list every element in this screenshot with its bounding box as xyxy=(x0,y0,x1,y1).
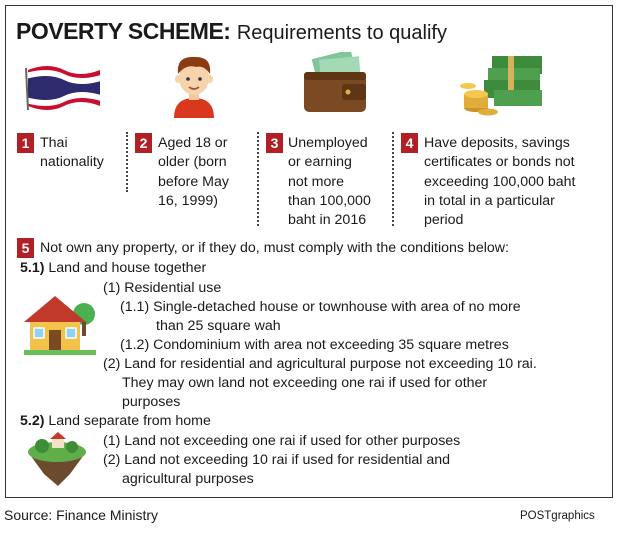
requirement-1-text: Thai nationality xyxy=(40,135,104,171)
requirement-number-4: 4 xyxy=(401,133,418,153)
section-5-2-label: 5.2) xyxy=(20,413,45,429)
requirement-2-text: Aged 18 or older (born before May 16, 1999) xyxy=(158,135,229,209)
requirement-4-text: Have deposits, savings certificates or bonds not exceeding 100,000 baht in total in a particular period xyxy=(424,135,576,229)
column-divider xyxy=(126,132,128,192)
column-divider xyxy=(392,132,394,226)
section-5-2-heading xyxy=(20,413,211,429)
person-icon xyxy=(166,52,222,118)
floating-land-icon xyxy=(24,428,90,488)
page-title xyxy=(16,18,447,45)
source-text: Source: Finance Ministry xyxy=(4,507,159,523)
land-condition-2-cont: agricultural purposes xyxy=(122,471,254,487)
section-5-1-label: 5.1) xyxy=(20,260,45,276)
money-stack-icon xyxy=(458,50,550,118)
section-5-2-title: Land separate from home xyxy=(48,413,211,429)
wallet-icon xyxy=(300,52,370,116)
residential-use: (1) Residential use xyxy=(103,280,222,296)
requirement-3-text: Unemployed or earning not more than 100,000 baht in 2016 xyxy=(288,135,371,229)
requirement-number-5: 5 xyxy=(17,238,34,258)
credit-text: POSTgraphics xyxy=(520,510,595,522)
property-intro: Not own any property, or if they do, must comply with the conditions below: xyxy=(40,240,509,256)
requirement-number-3: 3 xyxy=(266,133,283,153)
column-divider xyxy=(257,132,259,226)
section-5-1-title: Land and house together xyxy=(48,260,207,276)
house-icon xyxy=(24,290,96,356)
thai-flag-icon xyxy=(22,62,104,114)
title-bold: POVERTY SCHEME: xyxy=(16,18,231,44)
requirement-number-1: 1 xyxy=(17,133,34,153)
condition-1-1-cont: than 25 square wah xyxy=(156,318,281,334)
condition-1-1: (1.1) Single-detached house or townhouse with area of no more xyxy=(120,299,521,315)
condition-2-cont2: purposes xyxy=(122,394,181,410)
condition-1-2: (1.2) Condominium with area not exceeding 35 square metres xyxy=(120,337,509,353)
land-condition-2: (2) Land not exceeding 10 rai if used for residential and xyxy=(103,452,451,468)
section-5-1-heading xyxy=(20,260,206,276)
title-subtitle: Requirements to qualify xyxy=(236,22,447,44)
requirement-number-2: 2 xyxy=(135,133,152,153)
land-condition-1: (1) Land not exceeding one rai if used for other purposes xyxy=(103,433,461,449)
condition-2-cont: They may own land not exceeding one rai if used for other xyxy=(122,375,488,391)
condition-2: (2) Land for residential and agricultural purpose not exceeding 10 rai. xyxy=(103,356,537,372)
